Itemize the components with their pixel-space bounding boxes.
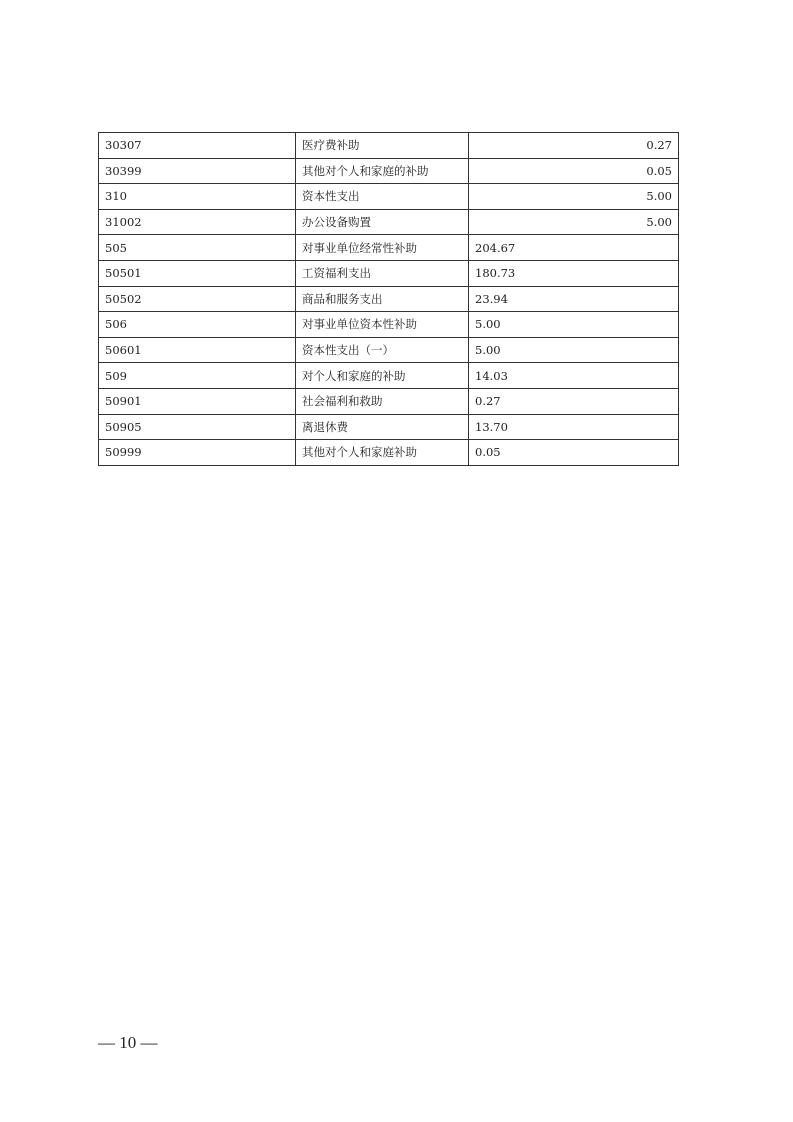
table-row (99, 312, 679, 338)
name-cell: 对事业单位资本性补助 (296, 312, 469, 338)
amount-cell: 5.00 (469, 312, 679, 338)
amount-cell: 180.73 (469, 260, 679, 286)
table-row (99, 184, 679, 210)
name-cell: 工资福利支出 (296, 260, 469, 286)
name-cell: 离退休费 (296, 414, 469, 440)
name-cell: 资本性支出 (296, 184, 469, 210)
amount-cell: 0.27 (469, 388, 679, 414)
code-cell: 30307 (99, 133, 296, 159)
code-cell: 509 (99, 363, 296, 389)
budget-table (98, 132, 679, 466)
name-cell: 商品和服务支出 (296, 286, 469, 312)
code-cell: 50901 (99, 388, 296, 414)
amount-cell: 13.70 (469, 414, 679, 440)
amount-cell: 0.27 (469, 133, 679, 159)
code-cell: 50999 (99, 440, 296, 466)
table-row (99, 440, 679, 466)
table-row (99, 388, 679, 414)
table-row (99, 260, 679, 286)
name-cell: 办公设备购置 (296, 209, 469, 235)
table-row (99, 235, 679, 261)
name-cell: 资本性支出（一） (296, 337, 469, 363)
name-cell: 医疗费补助 (296, 133, 469, 159)
code-cell: 31002 (99, 209, 296, 235)
code-cell: 30399 (99, 158, 296, 184)
code-cell: 506 (99, 312, 296, 338)
name-cell: 对事业单位经常性补助 (296, 235, 469, 261)
name-cell: 社会福利和救助 (296, 388, 469, 414)
code-cell: 50601 (99, 337, 296, 363)
table-row (99, 158, 679, 184)
amount-cell: 14.03 (469, 363, 679, 389)
amount-cell: 204.67 (469, 235, 679, 261)
table-row (99, 363, 679, 389)
code-cell: 310 (99, 184, 296, 210)
amount-cell: 0.05 (469, 158, 679, 184)
page-number: — 10 — (98, 1033, 158, 1052)
amount-cell: 0.05 (469, 440, 679, 466)
code-cell: 50905 (99, 414, 296, 440)
table-row (99, 133, 679, 159)
amount-cell: 23.94 (469, 286, 679, 312)
table-row (99, 286, 679, 312)
table-row (99, 337, 679, 363)
name-cell: 其他对个人和家庭的补助 (296, 158, 469, 184)
code-cell: 505 (99, 235, 296, 261)
name-cell: 对个人和家庭的补助 (296, 363, 469, 389)
amount-cell: 5.00 (469, 209, 679, 235)
amount-cell: 5.00 (469, 337, 679, 363)
amount-cell: 5.00 (469, 184, 679, 210)
budget-table-body (99, 133, 679, 466)
table-row (99, 414, 679, 440)
code-cell: 50502 (99, 286, 296, 312)
table-row (99, 209, 679, 235)
code-cell: 50501 (99, 260, 296, 286)
name-cell: 其他对个人和家庭补助 (296, 440, 469, 466)
